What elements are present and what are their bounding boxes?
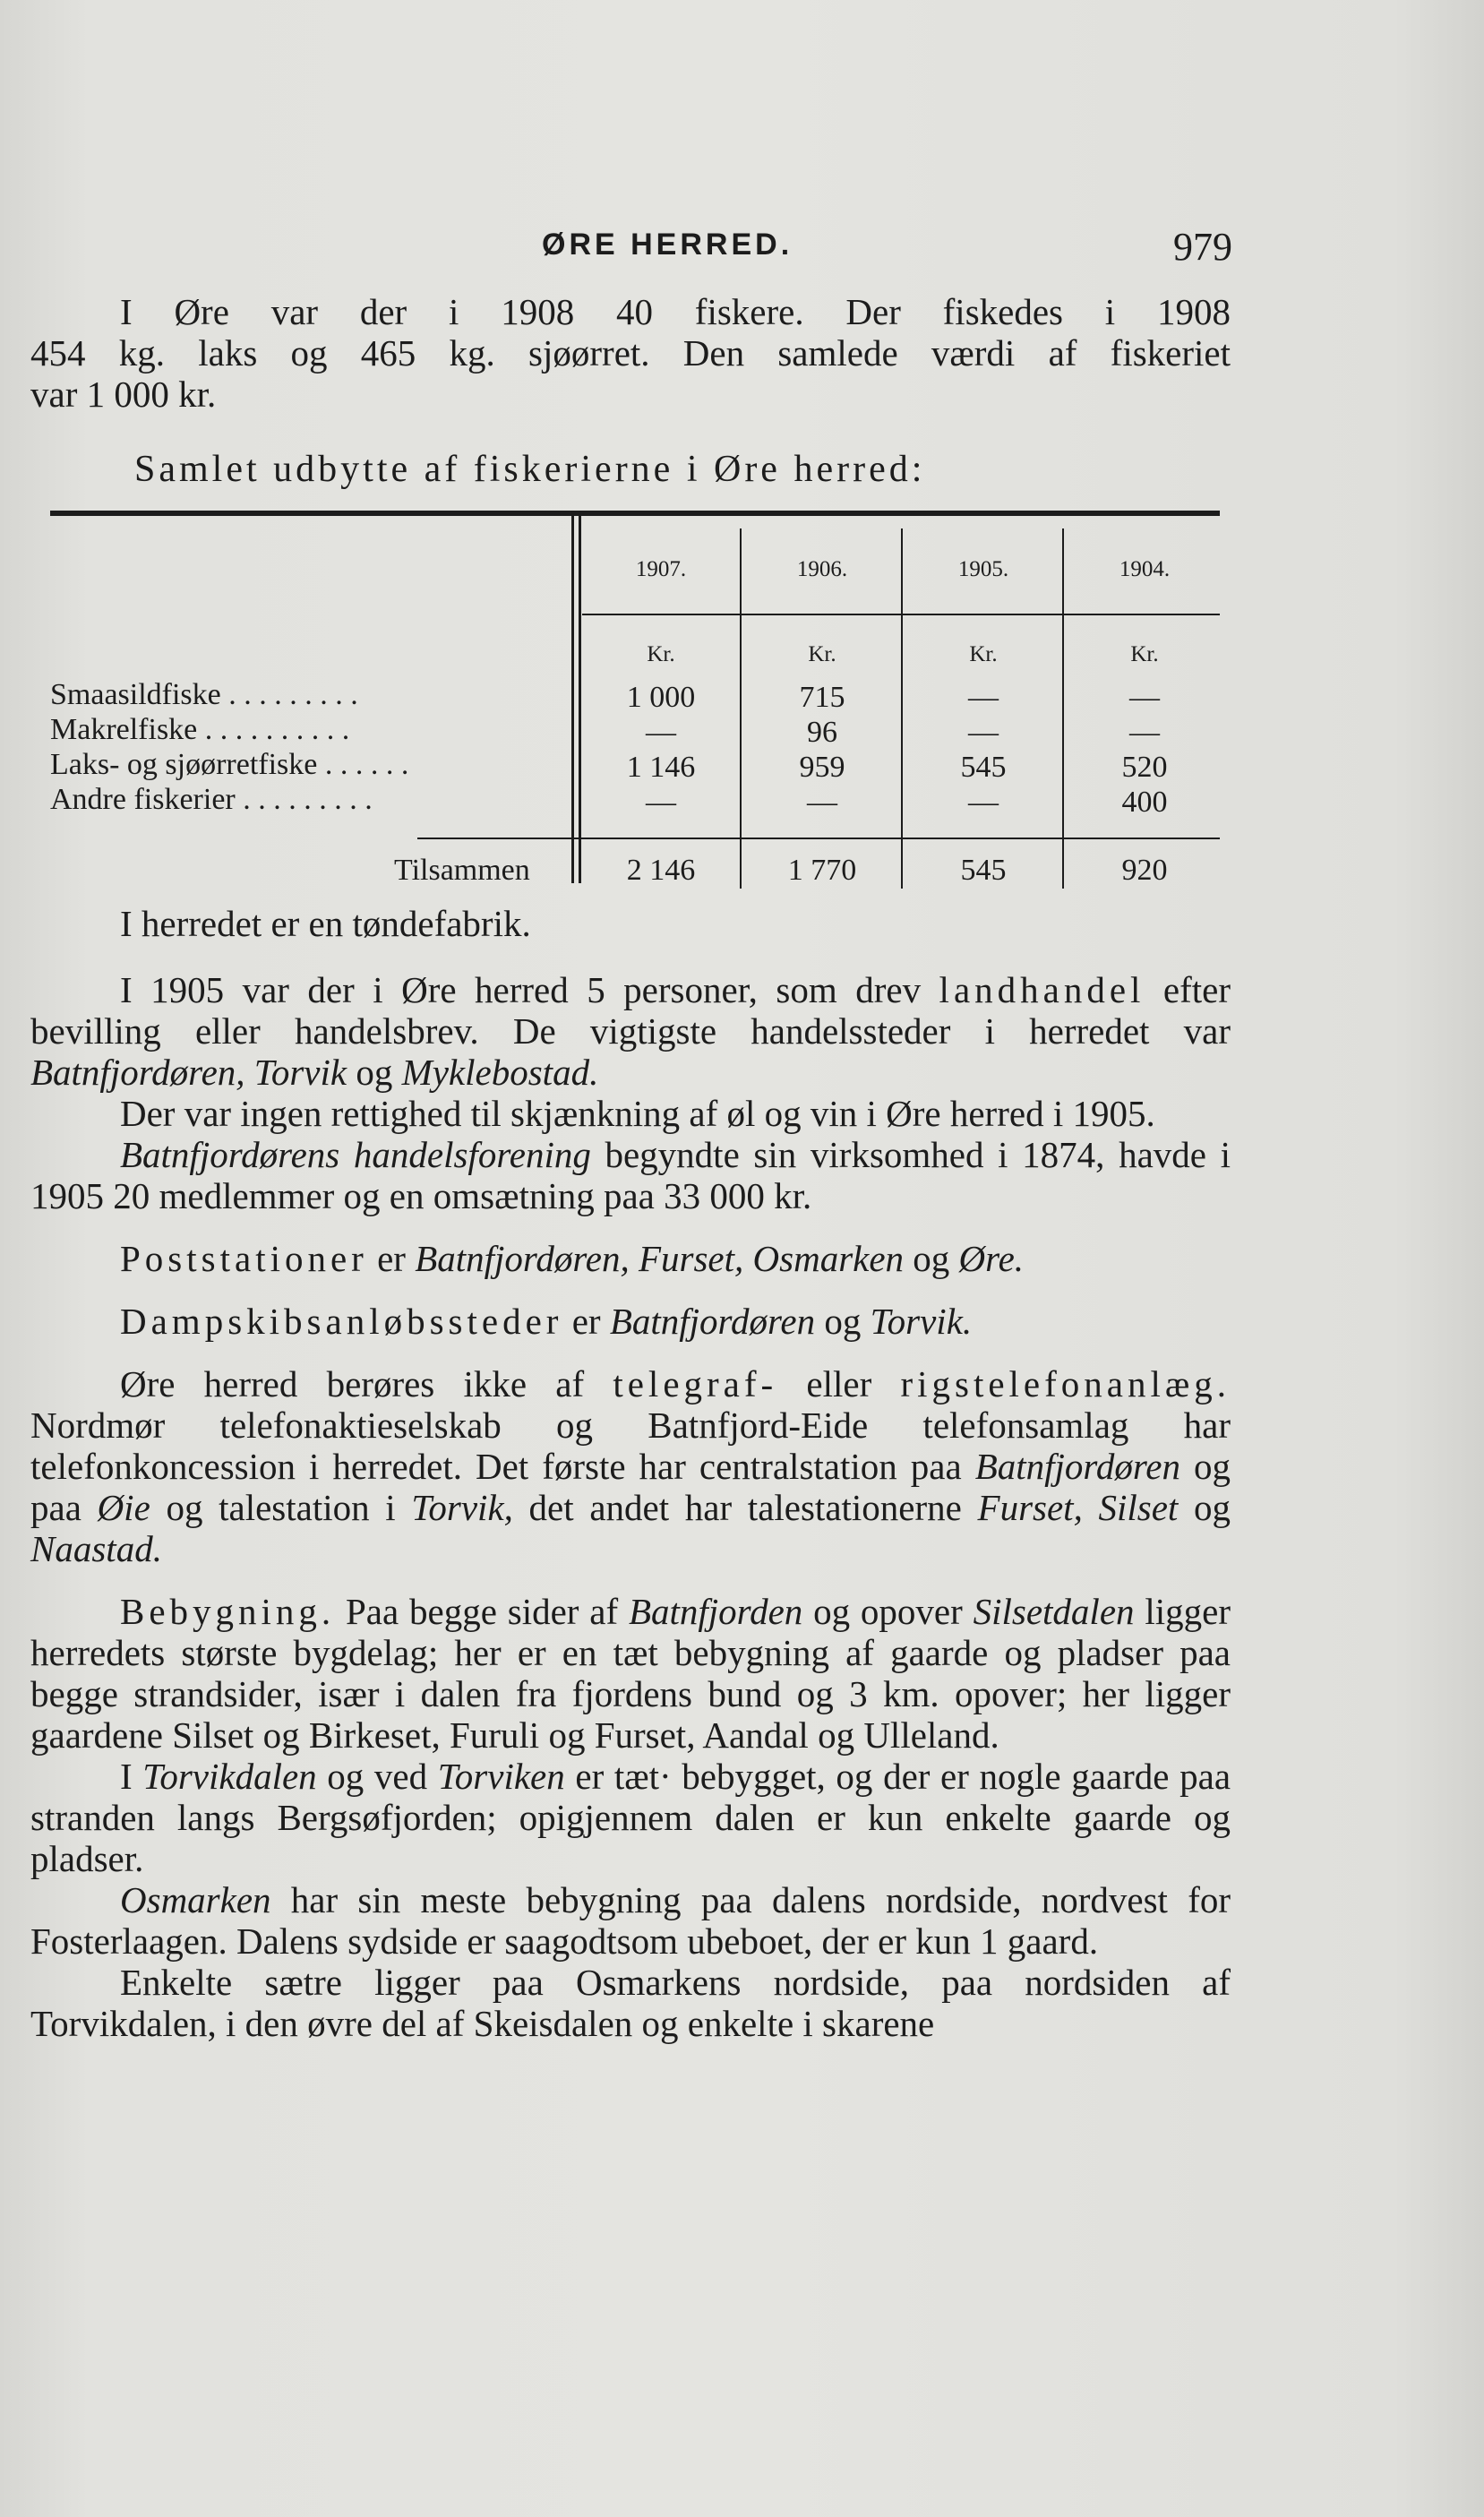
unit-label: Kr. [808,642,836,666]
table-cell: — [1129,716,1160,749]
table-caption: Samlet udbytte af fiskerierne i Øre herred: [134,449,926,490]
row-label: Andre fiskerier . . . . . . . . . [50,783,373,816]
year-header: 1906. [796,557,848,581]
total-cell: 2 146 [626,854,696,887]
page-header [36,224,1245,278]
intro-paragraph [30,291,1231,415]
table-cell: — [807,786,837,819]
intro-line-3: var 1 000 kr. [30,374,217,415]
table-cell: 1 000 [626,681,696,714]
table-cell: 96 [807,716,837,749]
table-vline [740,528,742,889]
table-vline [579,516,581,883]
paragraph-osmarken: Osmarken har sin meste bebygning paa dalens nordside, nordvest for Fosterlaagen. Dalens sydside er saagodtsom ubeboet, der er kun 1 gaard. [30,1879,1231,1962]
table-cell: — [968,716,999,749]
table-top-rule [50,511,1220,516]
running-title: ØRE HERRED. [542,228,793,262]
table-cell: 400 [1121,786,1168,819]
table-header-rule [582,614,1220,615]
table-cell: — [1129,681,1160,714]
year-header: 1907. [635,557,687,581]
paragraph-poststationer: Poststationer er Batnfjordøren, Furset, Osmarken og Øre. [120,1238,1025,1279]
table-cell: — [968,681,999,714]
paragraph-handel: I 1905 var der i Øre herred 5 personer, som drev landhandel efter bevilling eller handelsbrev. De vigtigste handelssteder i herredet var Batnfjordøren, Torvik og Myklebostad. [30,969,1231,1093]
total-cell: 545 [960,854,1007,887]
paragraph-saetre: Enkelte sætre ligger paa Osmarkens nordside, paa nordsiden af Torvikdalen, i den øvre del af Skeisdalen og enkelte i skarene [30,1962,1231,2044]
table-vline [901,528,903,889]
unit-label: Kr. [969,642,998,666]
total-cell: 1 770 [787,854,857,887]
table-vline [1062,528,1064,889]
row-label: Smaasildfiske . . . . . . . . . [50,678,358,711]
total-cell: 920 [1121,854,1168,887]
table-cell: — [968,786,999,819]
row-label: Laks- og sjøørretfiske . . . . . . [50,748,409,781]
table-vline [571,516,574,883]
table-cell: 1 146 [626,751,696,784]
table-cell: — [646,786,676,819]
table-sum-rule [417,838,1220,839]
year-header: 1904. [1119,557,1171,581]
paragraph-telefon: Øre herred berøres ikke af telegraf- eller rigstelefonanlæg. Nordmør telefonaktieselskab og Batnfjord-Eide telefonsamlag har telefonkoncession i herredet. Det første har centralstation paa Batnfjordøren og paa Øie og talestation i Torvik, det andet har talestationerne Furset, Silset og Naastad. [30,1363,1231,1569]
paragraph-tondefabrik: I herredet er en tøndefabrik. [120,903,531,944]
table-cell: 545 [960,751,1007,784]
body-text [30,903,1231,2044]
page-number: 979 [1173,225,1232,269]
paragraph-dampskib: Dampskibsanløbssteder er Batnfjordøren og Torvik. [120,1301,973,1342]
unit-label: Kr. [647,642,675,666]
table-cell: 520 [1121,751,1168,784]
table-cell: 959 [799,751,845,784]
paragraph-handelsforening: Batnfjordørens handelsforening begyndte sin virksomhed i 1874, havde i 1905 20 medlemmer og en omsætning paa 33 000 kr. [30,1134,1231,1216]
year-header: 1905. [957,557,1009,581]
unit-label: Kr. [1130,642,1159,666]
total-label: Tilsammen [394,854,530,887]
table-cell: — [646,716,676,749]
paragraph-skjaenkning: Der var ingen rettighed til skjænkning af øl og vin i Øre herred i 1905. [120,1093,1155,1134]
row-label: Makrelfiske . . . . . . . . . . [50,713,350,746]
paragraph-bebygning: Bebygning. Paa begge sider af Batnfjorden og opover Silsetdalen ligger herredets største bygdelag; her er en tæt bebygning af gaarde og pladser paa begge strandsider, især i dalen fra fjordens bund og 3 km. opover; her ligger gaardene Silset og Birkeset, Furuli og Furset, Aandal og Ulleland. [30,1591,1231,1756]
intro-line-2: 454 kg. laks og 465 kg. sjøørret. Den samlede værdi af fiskeriet [30,332,1231,374]
table-cell: 715 [799,681,845,714]
paragraph-torvikdalen: I Torvikdalen og ved Torviken er tæt· bebygget, og der er nogle gaarde paa stranden langs Bergsøfjorden; opigjennem dalen er kun enkelte gaarde og pladser. [30,1756,1231,1879]
intro-line-1: I Øre var der i 1908 40 fiskere. Der fiskedes i 1908 [120,291,1231,332]
